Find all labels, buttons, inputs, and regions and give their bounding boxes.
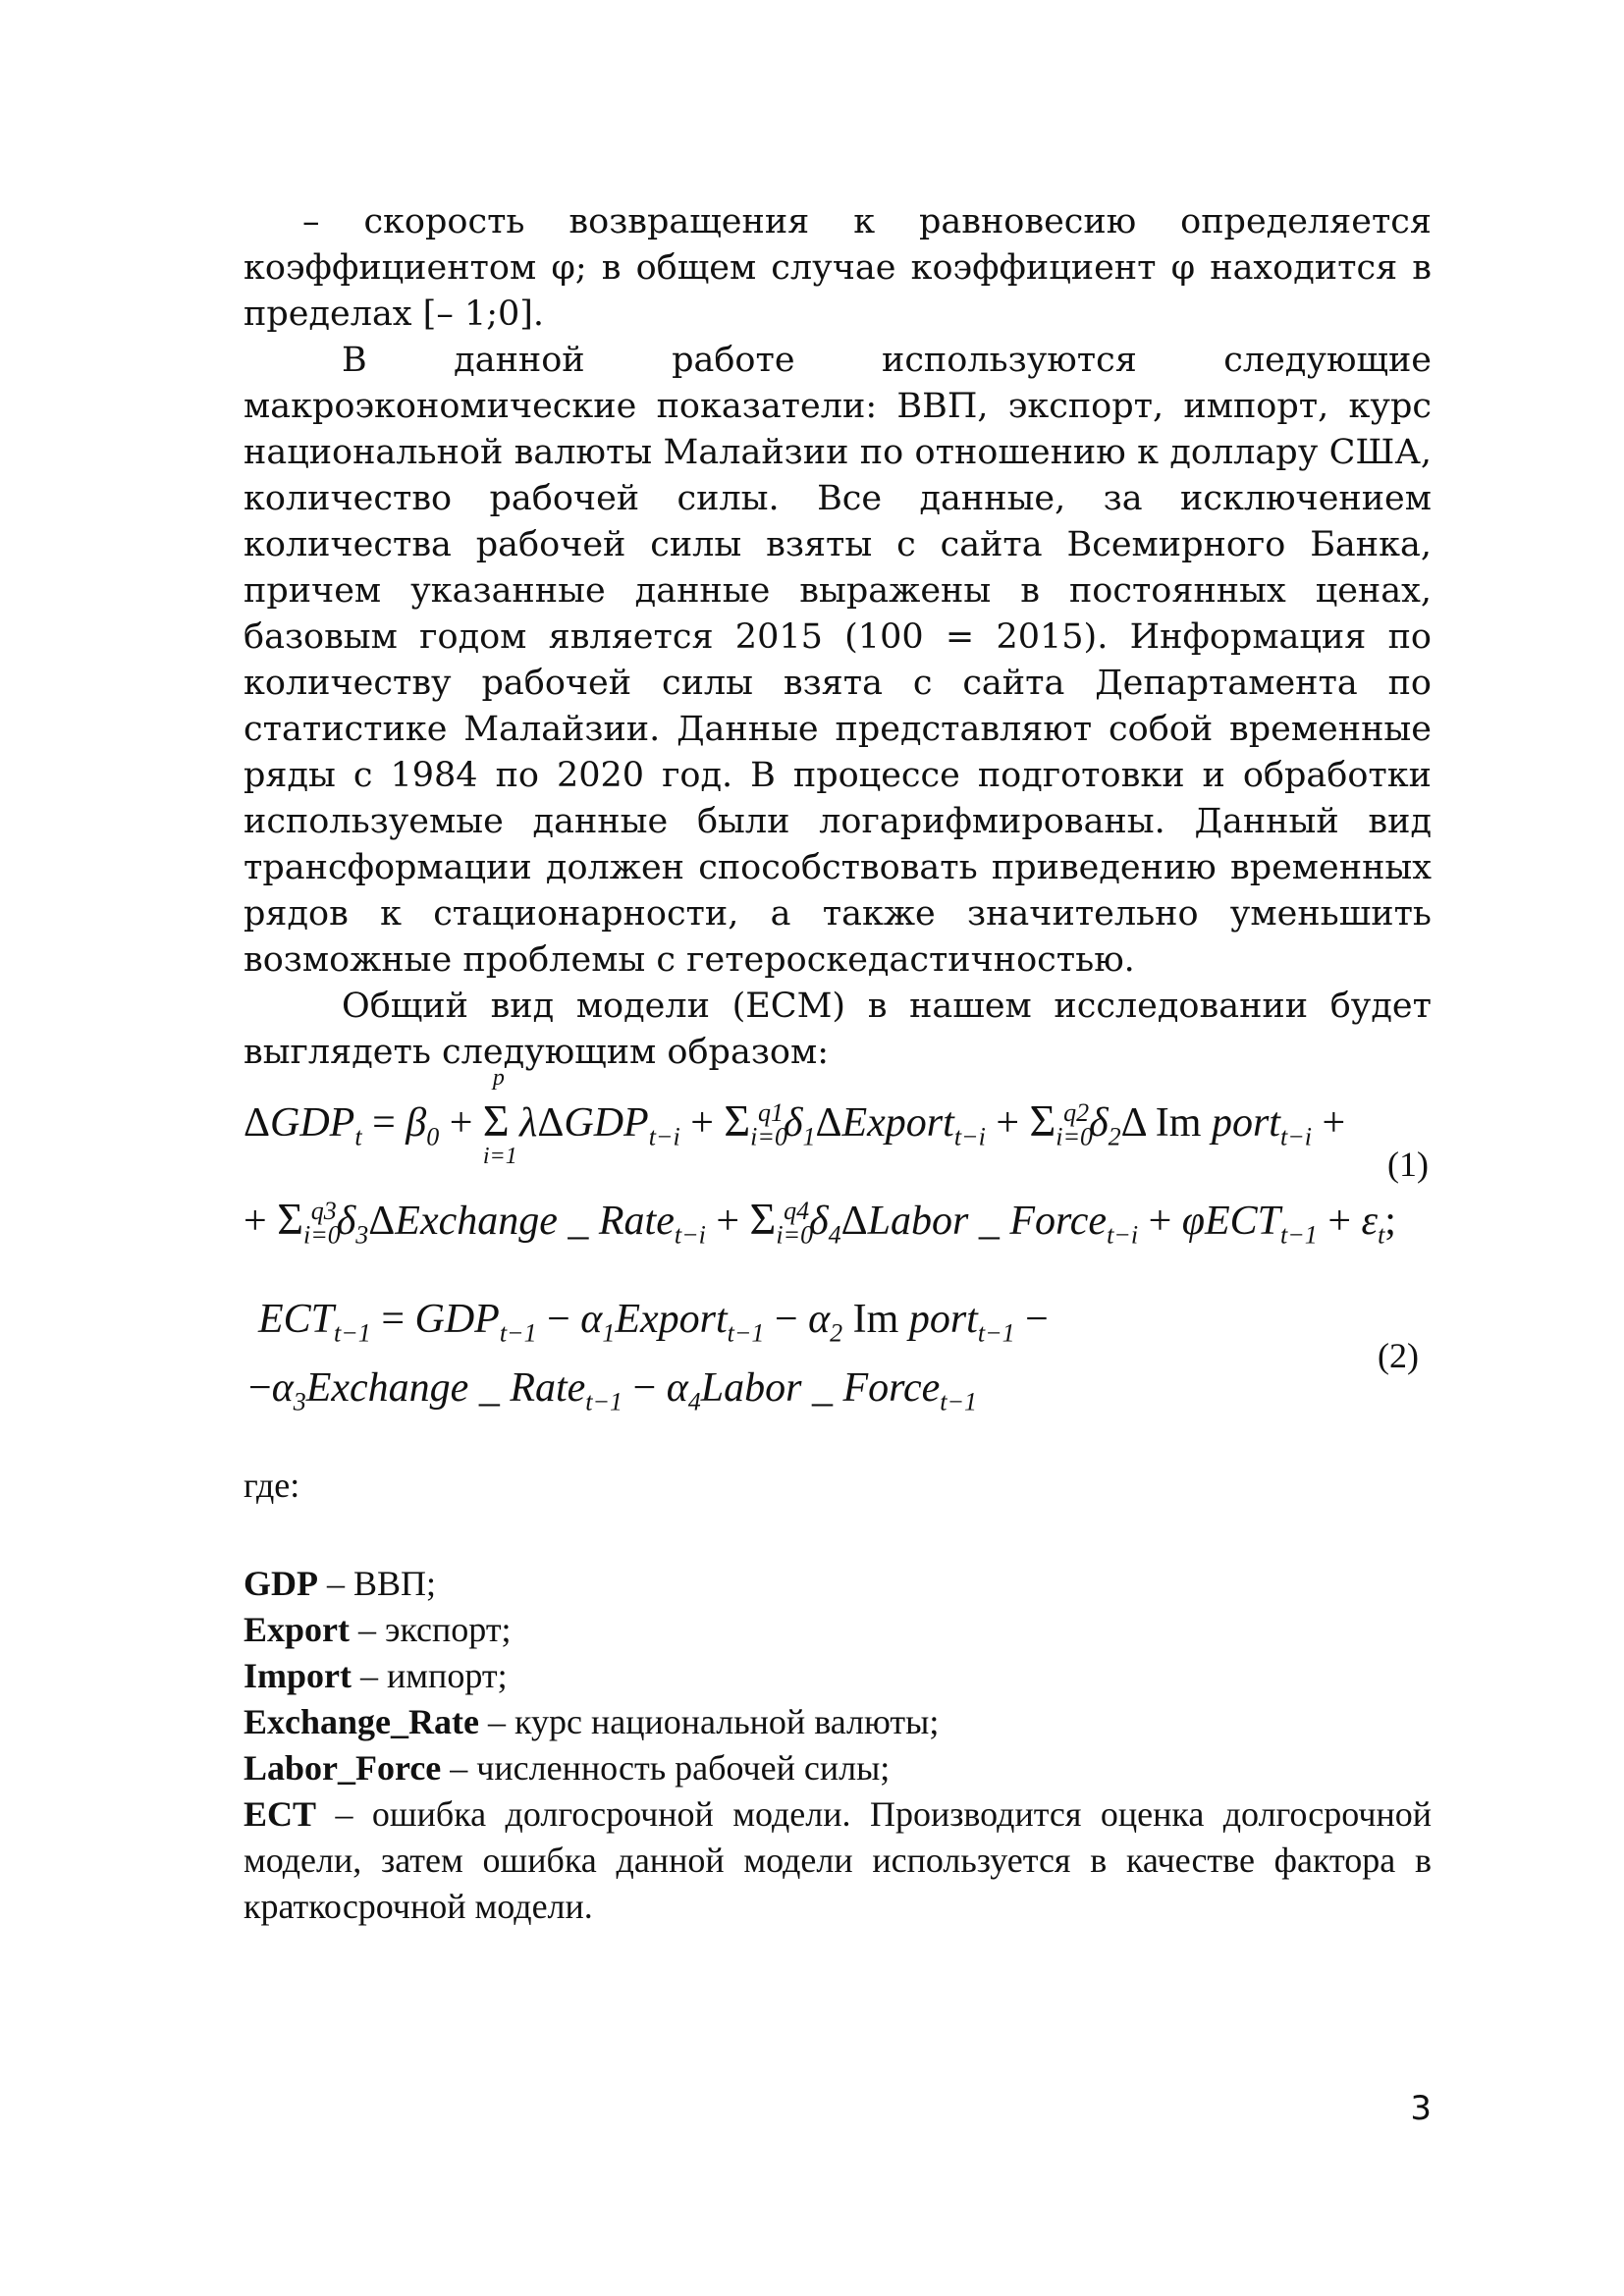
where-label: где: — [244, 1466, 300, 1505]
term-ect: ECT — [244, 1794, 317, 1834]
equation-1-line-1: $\Delta GDP_t = \beta_0 + \Sigma$ p i=1 $\lambda\Delta GDP_{t-i} + \Sigma_{i=0}^{q1}\delta_1\Delta Export_{t-i} + \Sigma_{i=0}^{q2}\delta_2\Delta$ Im port$_{t-i}$ + — [244, 1065, 1346, 1169]
page-number: 3 — [1410, 2089, 1432, 2128]
desc-labor-force: – численность рабочей силы; — [441, 1748, 891, 1788]
definition-import — [244, 1653, 1432, 1699]
paragraph-convergence: – скорость возвращения к равновесию определяется коэффициентом φ; в общем случае коэффициент φ находится в пределах [– 1;0]. — [244, 202, 1432, 334]
equation-1 — [244, 1065, 1432, 1261]
equation-1-line-2: + $\Sigma_{i=0}^{q3}\delta_3\Delta Exchange$ _ Rate$_{t-i}$ + $\Sigma_{i=0}^{q4}\delta_4\Delta Labor$ _ Force$_{t-i}$ + $\varphi ECT_{t-1} + \varepsilon_t$; — [244, 1194, 1396, 1250]
definition-ect — [244, 1791, 1432, 1930]
term-labor-force: Labor_Force — [244, 1748, 442, 1788]
definition-exchange-rate — [244, 1699, 1432, 1745]
equation-2 — [244, 1296, 1432, 1443]
term-export: Export — [244, 1610, 350, 1649]
definition-labor-force — [244, 1745, 1432, 1791]
intro-text — [244, 199, 1432, 1076]
equation-2-line-2: $-\alpha_3Exchange$ _ Rate$_{t-1}$ − $\alpha_4Labor$ _ Force$_{t-1}$ — [248, 1365, 978, 1416]
equation-2-number: (2) — [1378, 1336, 1419, 1375]
equation-2-line-1: $ECT_{t-1} = GDP_{t-1}$ − $\alpha_1Export_{t-1} - \alpha_2$ Im port$_{t-1}$ − — [258, 1297, 1049, 1348]
term-gdp: GDP — [244, 1564, 318, 1603]
term-import: Import — [244, 1656, 352, 1695]
paragraph-model-intro: Общий вид модели (ECM) в нашем исследовании будет выглядеть следующим образом: — [244, 987, 1432, 1072]
desc-export: – экспорт; — [350, 1610, 512, 1649]
desc-exchange-rate: – курс национальной валюты; — [478, 1702, 940, 1741]
definition-export — [244, 1607, 1432, 1653]
paragraph-data-description: В данной работе используются следующие макроэкономические показатели: ВВП, экспорт, импорт, курс национальной валюты Малайзии по отношению к доллару США, количество рабочей силы. Все данные, за исключением количества рабочей силы взяты с сайта Всемирного Банка, причем указанные данные выражены в постоянных ценах, базовым годом является 2015 (100 = 2015). Информация по количеству рабочей силы взята с сайта Департамента по статистике Малайзии. Данные представляют собой временные ряды с 1984 по 2020 год. В процессе подготовки и обработки используемые данные были логарифмированы. Данный вид трансформации должен способствовать приведению временных рядов к стационарности, а также значительно уменьшить возможные проблемы с гетероскедастичностью. — [244, 341, 1432, 980]
term-exchange-rate: Exchange_Rate — [244, 1702, 479, 1741]
definitions-list — [244, 1561, 1432, 1930]
desc-import: – импорт; — [352, 1656, 508, 1695]
definition-gdp — [244, 1561, 1432, 1607]
desc-gdp: – ВВП; — [318, 1564, 437, 1603]
equation-1-number: (1) — [1387, 1145, 1429, 1184]
desc-ect: – ошибка долгосрочной модели. Производится оценка долгосрочной модели, затем ошибка данной модели используется в качестве фактора в краткосрочной модели. — [244, 1794, 1432, 1926]
